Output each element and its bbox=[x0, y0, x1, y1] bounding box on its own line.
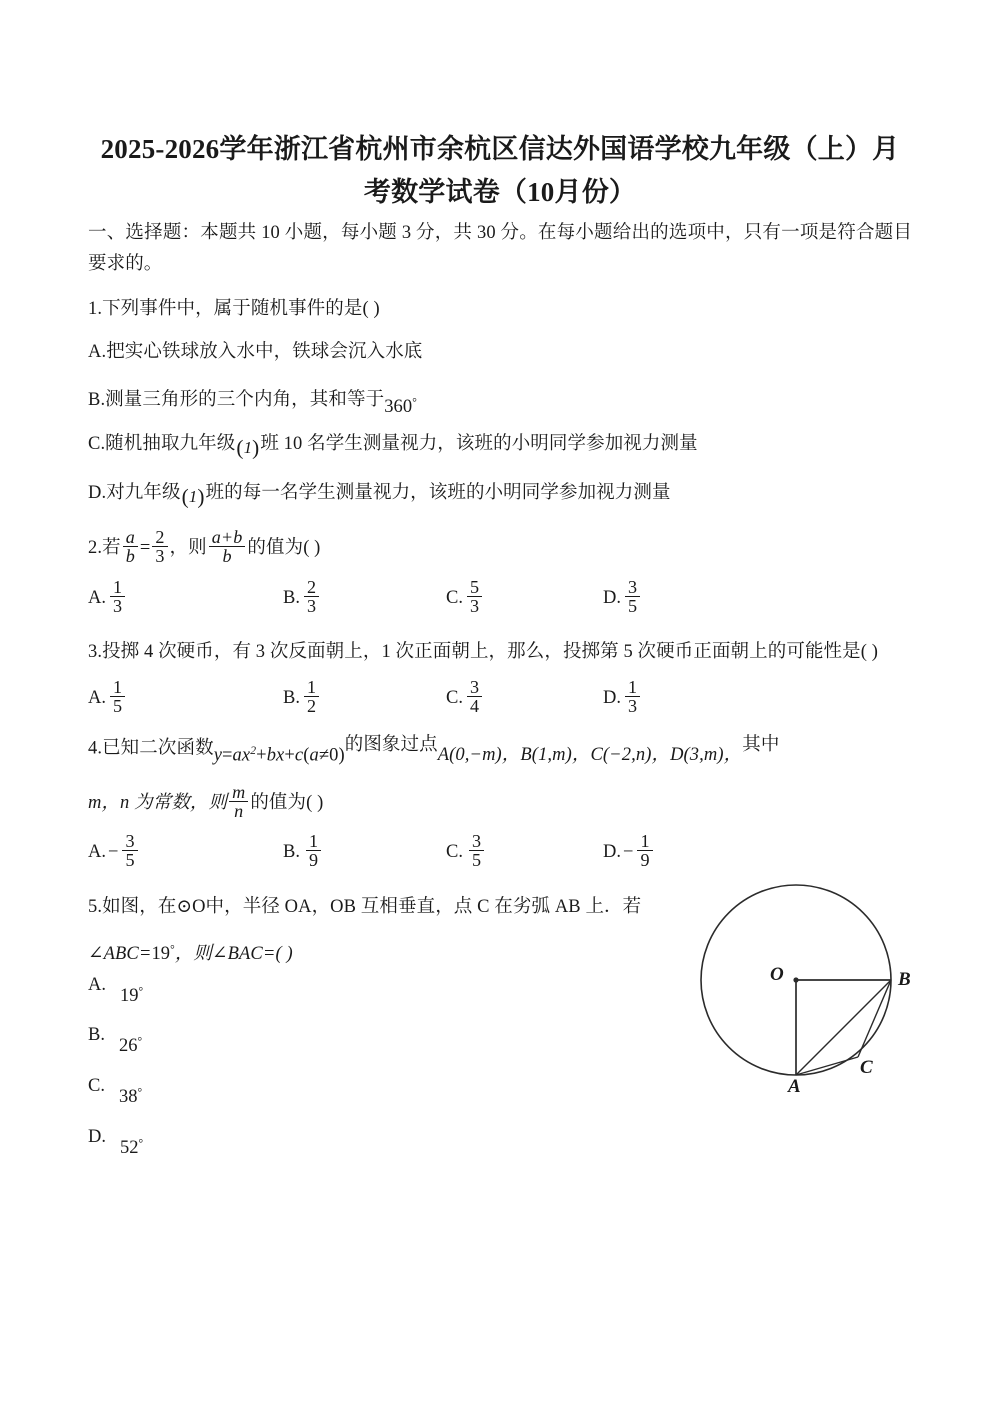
question-4-option-a[interactable]: A. − $\frac{3}{5}$ bbox=[88, 832, 140, 870]
page-title bbox=[88, 128, 912, 214]
fraction-m-over-n: $\frac{m}{n}$ bbox=[229, 783, 248, 821]
question-1-option-d[interactable] bbox=[88, 477, 912, 509]
question-2-option-b[interactable]: B. $\frac{2}{3}$ bbox=[283, 578, 321, 616]
question-5-circle-diagram bbox=[688, 876, 938, 1106]
option-fraction: $\frac{3}{5}$ bbox=[122, 832, 137, 870]
question-2-number: 2. bbox=[88, 538, 103, 559]
option-fraction: $\frac{1}{9}$ bbox=[306, 832, 321, 870]
minus-sign: − bbox=[108, 842, 119, 863]
option-value: 19° bbox=[120, 986, 144, 1006]
question-4-option-d[interactable]: D. − $\frac{1}{9}$ bbox=[603, 832, 655, 870]
option-label: A. bbox=[88, 342, 107, 362]
option-label: B. bbox=[88, 1025, 105, 1045]
question-1-option-a[interactable] bbox=[88, 337, 912, 368]
option-fraction: $\frac{2}{3}$ bbox=[304, 578, 319, 616]
page-title-line-2: 考数学试卷（10月份） bbox=[363, 177, 637, 207]
question-5-text: 如图，在⊙O中，半径 OA，OB 互相垂直，点 C 在劣弧 AB 上．若 bbox=[102, 897, 642, 917]
option-label: A. bbox=[88, 975, 106, 995]
question-4-line2-pre: m，n 为常数，则 bbox=[88, 793, 228, 814]
option-text: 测量三角形的三个内角，其和等于 bbox=[105, 389, 385, 410]
option-value: 38° bbox=[118, 1087, 143, 1107]
option-label: D. bbox=[88, 1127, 106, 1147]
label-a: A bbox=[788, 1076, 801, 1097]
question-4-options bbox=[88, 832, 912, 878]
question-4-number: 4. bbox=[88, 738, 103, 759]
question-4-tail: 其中 bbox=[742, 735, 780, 756]
option-fraction: $\frac{3}{4}$ bbox=[467, 678, 482, 716]
question-3-number: 3. bbox=[88, 642, 103, 662]
center-point-o bbox=[793, 977, 798, 982]
question-1-text: 下列事件中，属于随机事件的是( ) bbox=[102, 299, 380, 319]
option-fraction: $\frac{1}{9}$ bbox=[637, 832, 652, 870]
option-fraction: $\frac{1}{3}$ bbox=[625, 678, 640, 716]
option-label: C. bbox=[88, 434, 106, 454]
question-4-text-mid: 的图象过点 bbox=[344, 735, 438, 756]
fraction-a-over-b: $\frac{a}{b}$ bbox=[123, 528, 138, 566]
question-5-option-d[interactable] bbox=[88, 1127, 348, 1158]
section-instruction: 一、选择题：本题共 10 小题，每小题 3 分，共 30 分。在每小题给出的选项中，只有一项是符合题目要求的。 bbox=[88, 223, 912, 274]
option-fraction: $\frac{5}{3}$ bbox=[467, 578, 482, 616]
question-5-option-b[interactable] bbox=[88, 1025, 348, 1056]
label-b: B bbox=[898, 969, 911, 990]
option-text-post: 班的每一名学生测量视力，该班的小明同学参加视力测量 bbox=[205, 483, 671, 503]
question-3-text: 投掷 4 次硬币，有 3 次反面朝上，1 次正面朝上，那么，投掷第 5 次硬币正面朝上的可能性是( ) bbox=[102, 642, 879, 662]
point-list: A(0,−m)，B(1,m)，C(−2,n)，D(3,m)， bbox=[437, 745, 743, 766]
question-4-stem-line-2 bbox=[88, 783, 912, 821]
circle-geometry-svg bbox=[688, 876, 938, 1106]
angle-abc-expr: ∠ABC= bbox=[88, 943, 152, 964]
question-3-option-d[interactable]: D. $\frac{1}{3}$ bbox=[603, 678, 642, 716]
option-text-pre: 对九年级 bbox=[106, 483, 181, 503]
option-fraction: $\frac{1}{2}$ bbox=[304, 678, 319, 716]
chord-bc-line bbox=[858, 980, 891, 1057]
question-2-option-d[interactable]: D. $\frac{3}{5}$ bbox=[603, 578, 642, 616]
question-4-option-b[interactable]: B. $\frac{1}{9}$ bbox=[283, 832, 323, 870]
angle-abc-value: 19 bbox=[151, 943, 171, 964]
question-4-stem-line-1 bbox=[88, 728, 912, 764]
question-1-option-c[interactable] bbox=[88, 428, 912, 460]
question-2-stem bbox=[88, 528, 912, 566]
minus-sign: − bbox=[623, 842, 634, 863]
question-3-option-b[interactable]: B. $\frac{1}{2}$ bbox=[283, 678, 321, 716]
question-1-option-b[interactable] bbox=[88, 381, 912, 416]
question-1-stem bbox=[88, 294, 912, 325]
label-c: C bbox=[860, 1057, 873, 1078]
question-5-stem-line-1 bbox=[88, 892, 648, 923]
fraction-a-plus-b-over-b: $\frac{a+b}{b}$ bbox=[209, 528, 246, 566]
angle-bac-question: ，则∠BAC=( ) bbox=[174, 943, 293, 964]
question-4-text-pre: 已知二次函数 bbox=[102, 738, 214, 759]
question-3-options bbox=[88, 678, 912, 724]
equals-sign: = bbox=[139, 538, 151, 559]
question-2-text-mid: ，则 bbox=[169, 538, 207, 559]
option-text: 把实心铁球放入水中，铁球会沉入水底 bbox=[106, 342, 423, 362]
option-label: B. bbox=[88, 389, 106, 410]
option-fraction: $\frac{1}{5}$ bbox=[110, 678, 125, 716]
question-5-stem-line-2 bbox=[88, 935, 648, 970]
option-value: 26° bbox=[118, 1036, 143, 1056]
label-o: O bbox=[770, 964, 784, 985]
option-label: D. bbox=[88, 483, 107, 503]
question-5-number: 5. bbox=[88, 897, 103, 917]
question-2-text-post: 的值为( ) bbox=[247, 538, 321, 559]
page-title-line-1: 2025-2026学年浙江省杭州市余杭区信达外国语学校九年级（上）月 bbox=[100, 134, 900, 164]
option-fraction: $\frac{3}{5}$ bbox=[625, 578, 640, 616]
question-3-stem bbox=[88, 637, 912, 668]
question-2-option-a[interactable]: A. $\frac{1}{3}$ bbox=[88, 578, 127, 616]
question-2-option-c[interactable]: C. $\frac{5}{3}$ bbox=[446, 578, 484, 616]
quadratic-formula: $y=ax^2+bx+c(a\ne 0)$ bbox=[213, 744, 345, 766]
option-value: 52° bbox=[120, 1138, 144, 1158]
question-3-option-c[interactable]: C. $\frac{3}{4}$ bbox=[446, 678, 484, 716]
option-label: C. bbox=[88, 1076, 105, 1096]
option-text-post: 班 10 名学生测量视力，该班的小明同学参加视力测量 bbox=[260, 434, 698, 454]
question-5-option-a[interactable] bbox=[88, 975, 348, 1006]
option-text-pre: 随机抽取九年级 bbox=[105, 434, 236, 454]
question-4-line2-post: 的值为( ) bbox=[250, 793, 324, 814]
class-number: (1) bbox=[236, 435, 260, 460]
question-1-number: 1. bbox=[88, 299, 103, 319]
class-number: (1) bbox=[181, 484, 205, 509]
question-2-options bbox=[88, 578, 912, 624]
option-fraction: $\frac{1}{3}$ bbox=[110, 578, 125, 616]
option-fraction: $\frac{3}{5}$ bbox=[469, 832, 484, 870]
option-value: 360° bbox=[384, 396, 417, 417]
question-3-option-a[interactable]: A. $\frac{1}{5}$ bbox=[88, 678, 127, 716]
question-2-text-pre: 若 bbox=[102, 538, 121, 559]
degree-sign: ° bbox=[170, 944, 175, 956]
question-4-option-c[interactable]: C. $\frac{3}{5}$ bbox=[446, 832, 486, 870]
question-5-option-c[interactable] bbox=[88, 1076, 348, 1107]
fraction-2-over-3: $\frac{2}{3}$ bbox=[152, 528, 167, 566]
